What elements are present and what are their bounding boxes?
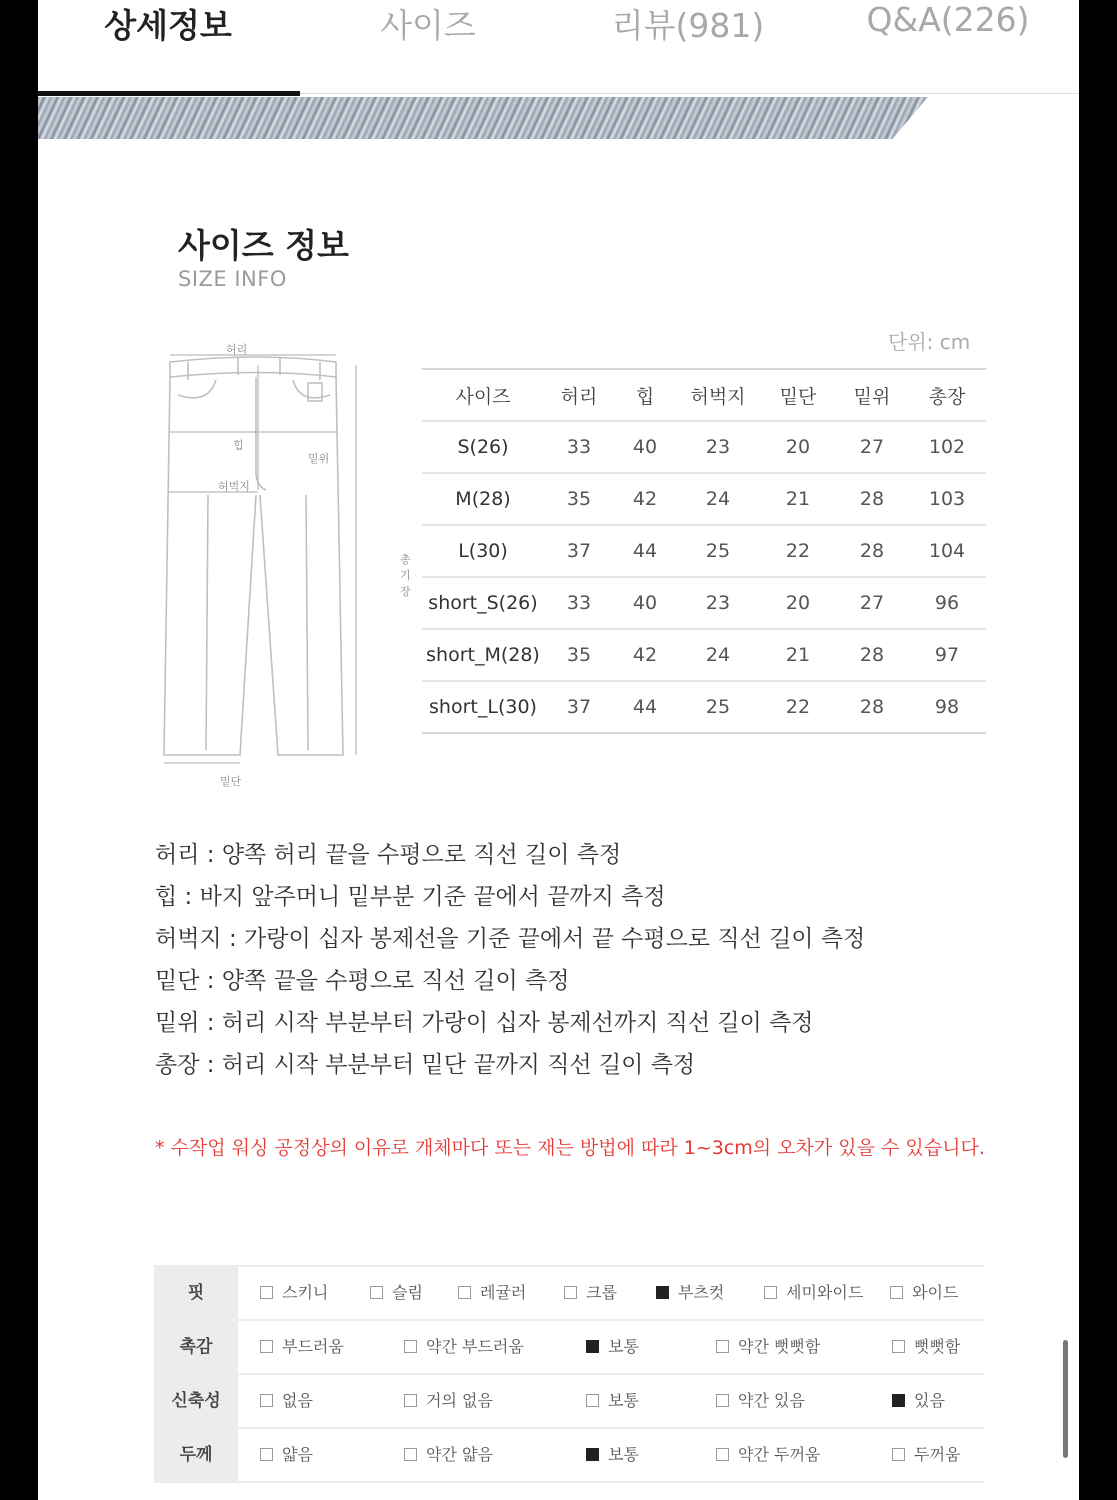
- header-hem: 밑단: [760, 369, 836, 421]
- table-cell: 28: [836, 473, 908, 525]
- option-slightly-soft[interactable]: [404, 1321, 524, 1373]
- header-hip: 힙: [614, 369, 676, 421]
- option-slightly-stiff[interactable]: [716, 1321, 820, 1373]
- option-none[interactable]: [260, 1375, 313, 1427]
- checkbox-icon: [764, 1286, 777, 1299]
- attribute-label: 촉감: [154, 1321, 238, 1373]
- diagram-label-rise: 밑위: [308, 452, 330, 465]
- option-normal[interactable]: [586, 1375, 639, 1427]
- size-info-subtitle: SIZE INFO: [178, 267, 287, 291]
- table-cell: 97: [908, 629, 986, 681]
- table-cell: 23: [676, 577, 760, 629]
- option-slightly-thick[interactable]: [716, 1429, 820, 1481]
- table-cell: 21: [760, 629, 836, 681]
- diagram-label-total: 총기장: [400, 553, 411, 598]
- table-cell: 27: [836, 421, 908, 473]
- table-cell: 33: [544, 421, 614, 473]
- attribute-row-fit: [154, 1265, 984, 1321]
- option-label: 부드러움: [282, 1337, 344, 1356]
- option-slightly-present[interactable]: [716, 1375, 805, 1427]
- table-row: [422, 473, 986, 525]
- option-label: 와이드: [912, 1283, 959, 1302]
- option-soft[interactable]: [260, 1321, 344, 1373]
- header-waist: 허리: [544, 369, 614, 421]
- table-cell: 24: [676, 629, 760, 681]
- table-cell: 37: [544, 681, 614, 733]
- option-label: 약간 부드러움: [426, 1337, 524, 1356]
- option-label: 약간 있음: [738, 1391, 805, 1410]
- option-thin[interactable]: [260, 1429, 313, 1481]
- table-cell: 103: [908, 473, 986, 525]
- size-info-title: 사이즈 정보: [178, 226, 349, 265]
- checkbox-icon: [892, 1448, 905, 1461]
- unit-label: 단위: cm: [888, 330, 971, 354]
- table-cell: S(26): [422, 421, 544, 473]
- active-tab-indicator: [38, 91, 300, 96]
- checkbox-icon: [260, 1394, 273, 1407]
- option-label: 크롭: [586, 1283, 617, 1302]
- measurement-notes: [155, 834, 865, 1086]
- note-thigh: 허벅지 : 가랑이 십자 봉제선을 기준 끝에서 끝 수평으로 직선 길이 측정: [155, 926, 866, 952]
- diagram-label-waist: 허리: [226, 343, 248, 356]
- option-label: 약간 두꺼움: [738, 1445, 821, 1464]
- table-cell: L(30): [422, 525, 544, 577]
- table-cell: 35: [544, 629, 614, 681]
- checked-checkbox-icon: [586, 1448, 599, 1461]
- table-cell: 33: [544, 577, 614, 629]
- table-cell: 23: [676, 421, 760, 473]
- checked-checkbox-icon: [892, 1394, 905, 1407]
- table-cell: 20: [760, 421, 836, 473]
- option-slim[interactable]: [370, 1267, 423, 1319]
- option-semi-wide[interactable]: [764, 1267, 863, 1319]
- option-wide[interactable]: [890, 1267, 958, 1319]
- option-label: 없음: [282, 1391, 313, 1410]
- table-cell: 21: [760, 473, 836, 525]
- product-attribute-table: [154, 1265, 984, 1483]
- table-cell: short_S(26): [422, 577, 544, 629]
- note-rise: 밑위 : 허리 시작 부분부터 가랑이 십자 봉제선까지 직선 길이 측정: [155, 1010, 814, 1036]
- table-cell: M(28): [422, 473, 544, 525]
- checkbox-icon: [404, 1448, 417, 1461]
- option-skinny[interactable]: [260, 1267, 328, 1319]
- table-cell: 25: [676, 681, 760, 733]
- table-cell: 98: [908, 681, 986, 733]
- size-table-header: [422, 369, 986, 421]
- table-cell: 22: [760, 681, 836, 733]
- checkbox-icon: [260, 1286, 273, 1299]
- table-row: [422, 525, 986, 577]
- option-bootcut[interactable]: [656, 1267, 724, 1319]
- table-cell: 102: [908, 421, 986, 473]
- note-waist: 허리 : 양쪽 허리 끝을 수평으로 직선 길이 측정: [155, 842, 622, 868]
- scrollbar-thumb[interactable]: [1063, 1340, 1068, 1458]
- checked-checkbox-icon: [656, 1286, 669, 1299]
- jeans-outline-icon: [148, 335, 418, 790]
- option-label: 스키니: [282, 1283, 329, 1302]
- measurement-warning: * 수작업 워싱 공정상의 이유로 개체마다 또는 재는 방법에 따라 1~3cm의 오차가 있을 수 있습니다.: [155, 1137, 985, 1159]
- checkbox-icon: [404, 1340, 417, 1353]
- table-cell: 22: [760, 525, 836, 577]
- attribute-label: 두께: [154, 1429, 238, 1481]
- option-present[interactable]: [892, 1375, 945, 1427]
- option-label: 뻣뻣함: [914, 1337, 961, 1356]
- option-label: 있음: [914, 1391, 945, 1410]
- checkbox-icon: [716, 1394, 729, 1407]
- denim-banner-image: [38, 97, 928, 139]
- checkbox-icon: [564, 1286, 577, 1299]
- size-table: [422, 368, 986, 734]
- table-cell: 20: [760, 577, 836, 629]
- table-row: [422, 629, 986, 681]
- table-row: [422, 681, 986, 733]
- option-slightly-thin[interactable]: [404, 1429, 493, 1481]
- table-cell: 42: [614, 473, 676, 525]
- checkbox-icon: [370, 1286, 383, 1299]
- table-cell: 28: [836, 681, 908, 733]
- option-regular[interactable]: [458, 1267, 526, 1319]
- option-almost-none[interactable]: [404, 1375, 493, 1427]
- option-label: 약간 뻣뻣함: [738, 1337, 821, 1356]
- checkbox-icon: [458, 1286, 471, 1299]
- table-cell: 28: [836, 629, 908, 681]
- option-crop[interactable]: [564, 1267, 617, 1319]
- note-hip: 힙 : 바지 앞주머니 밑부분 기준 끝에서 끝까지 측정: [155, 884, 666, 910]
- table-cell: 27: [836, 577, 908, 629]
- option-label: 보통: [608, 1337, 639, 1356]
- option-label: 레귤러: [480, 1283, 527, 1302]
- diagram-label-thigh: 허벅지: [218, 480, 250, 493]
- tab-detail[interactable]: 상세정보: [104, 6, 232, 45]
- option-label: 두꺼움: [914, 1445, 961, 1464]
- note-hem: 밑단 : 양쪽 끝을 수평으로 직선 길이 측정: [155, 968, 570, 994]
- tab-reviews[interactable]: 리뷰(981): [611, 6, 765, 45]
- option-label: 부츠컷: [678, 1283, 725, 1302]
- note-total-length: 총장 : 허리 시작 부분부터 밑단 끝까지 직선 길이 측정: [155, 1052, 696, 1078]
- option-label: 보통: [608, 1391, 639, 1410]
- option-thick[interactable]: [892, 1429, 960, 1481]
- checkbox-icon: [260, 1340, 273, 1353]
- table-cell: 40: [614, 421, 676, 473]
- option-label: 얇음: [282, 1445, 313, 1464]
- table-cell: 42: [614, 629, 676, 681]
- jeans-measurement-diagram: [148, 335, 418, 790]
- table-cell: short_L(30): [422, 681, 544, 733]
- option-label: 약간 얇음: [426, 1445, 493, 1464]
- checkbox-icon: [586, 1394, 599, 1407]
- attribute-row-thickness: [154, 1429, 984, 1483]
- option-label: 거의 없음: [426, 1391, 493, 1410]
- option-label: 슬림: [392, 1283, 423, 1302]
- table-row: [422, 421, 986, 473]
- table-cell: 44: [614, 681, 676, 733]
- option-normal[interactable]: [586, 1429, 639, 1481]
- checkbox-icon: [716, 1340, 729, 1353]
- tab-bar: [38, 0, 1079, 95]
- checked-checkbox-icon: [586, 1340, 599, 1353]
- option-normal[interactable]: [586, 1321, 639, 1373]
- table-cell: short_M(28): [422, 629, 544, 681]
- table-cell: 35: [544, 473, 614, 525]
- product-detail-page: [38, 0, 1079, 1500]
- attribute-label: 핏: [154, 1267, 238, 1319]
- tab-size[interactable]: 사이즈: [380, 6, 476, 45]
- table-cell: 96: [908, 577, 986, 629]
- table-cell: 44: [614, 525, 676, 577]
- attribute-row-texture: [154, 1321, 984, 1375]
- header-thigh: 허벅지: [676, 369, 760, 421]
- table-cell: 24: [676, 473, 760, 525]
- attribute-row-stretch: [154, 1375, 984, 1429]
- table-cell: 37: [544, 525, 614, 577]
- attribute-label: 신축성: [154, 1375, 238, 1427]
- table-row: [422, 577, 986, 629]
- header-rise: 밑위: [836, 369, 908, 421]
- checkbox-icon: [404, 1394, 417, 1407]
- table-cell: 40: [614, 577, 676, 629]
- diagram-label-hem: 밑단: [220, 775, 242, 788]
- option-label: 세미와이드: [786, 1283, 864, 1302]
- table-cell: 104: [908, 525, 986, 577]
- table-cell: 28: [836, 525, 908, 577]
- option-stiff[interactable]: [892, 1321, 960, 1373]
- checkbox-icon: [716, 1448, 729, 1461]
- checkbox-icon: [890, 1286, 903, 1299]
- tab-qna[interactable]: Q&A(226): [866, 0, 1030, 39]
- option-label: 보통: [608, 1445, 639, 1464]
- diagram-label-hip: 힙: [233, 439, 244, 452]
- table-cell: 25: [676, 525, 760, 577]
- header-size: 사이즈: [422, 369, 544, 421]
- checkbox-icon: [260, 1448, 273, 1461]
- header-total-length: 총장: [908, 369, 986, 421]
- checkbox-icon: [892, 1340, 905, 1353]
